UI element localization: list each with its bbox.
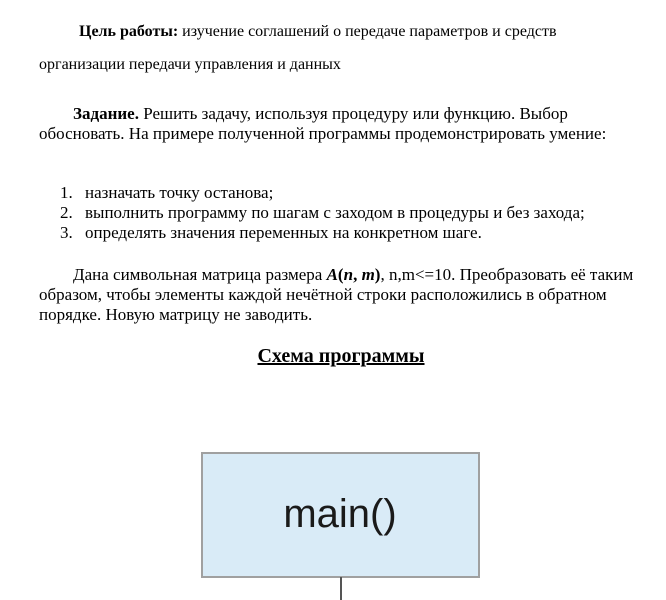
list-item: 3. определять значения переменных на конкретном шаге.	[60, 223, 482, 242]
goal-line-continued: организации передачи управления и данных	[39, 56, 341, 73]
goal-text: изучение соглашений о передаче параметров и средств	[178, 23, 557, 40]
list-item: 2. выполнить программу по шагам с заходом в процедуры и без захода;	[60, 203, 585, 222]
goal-label: Цель работы:	[79, 23, 179, 40]
matrix-rows: n	[343, 265, 354, 284]
scheme-heading: Схема программы	[257, 345, 425, 367]
matrix-cols: m	[361, 265, 375, 284]
task-label: Задание.	[73, 104, 139, 123]
task-text: Решить задачу, используя процедуру или функцию. Выбор обосновать. На примере полученной программы продемонстрировать умение:	[39, 104, 607, 143]
problem-paragraph: Дана символьная матрица размера A(n, m), n,m<=10. Преобразовать её таким образом, чтобы элементы каждой нечётной строки расположились в обратном порядке. Новую матрицу не заводить.	[39, 265, 634, 324]
main-block-label: main()	[283, 492, 397, 536]
list-item: 1. назначать точку останова;	[60, 183, 274, 202]
matrix-name: A	[326, 265, 338, 284]
